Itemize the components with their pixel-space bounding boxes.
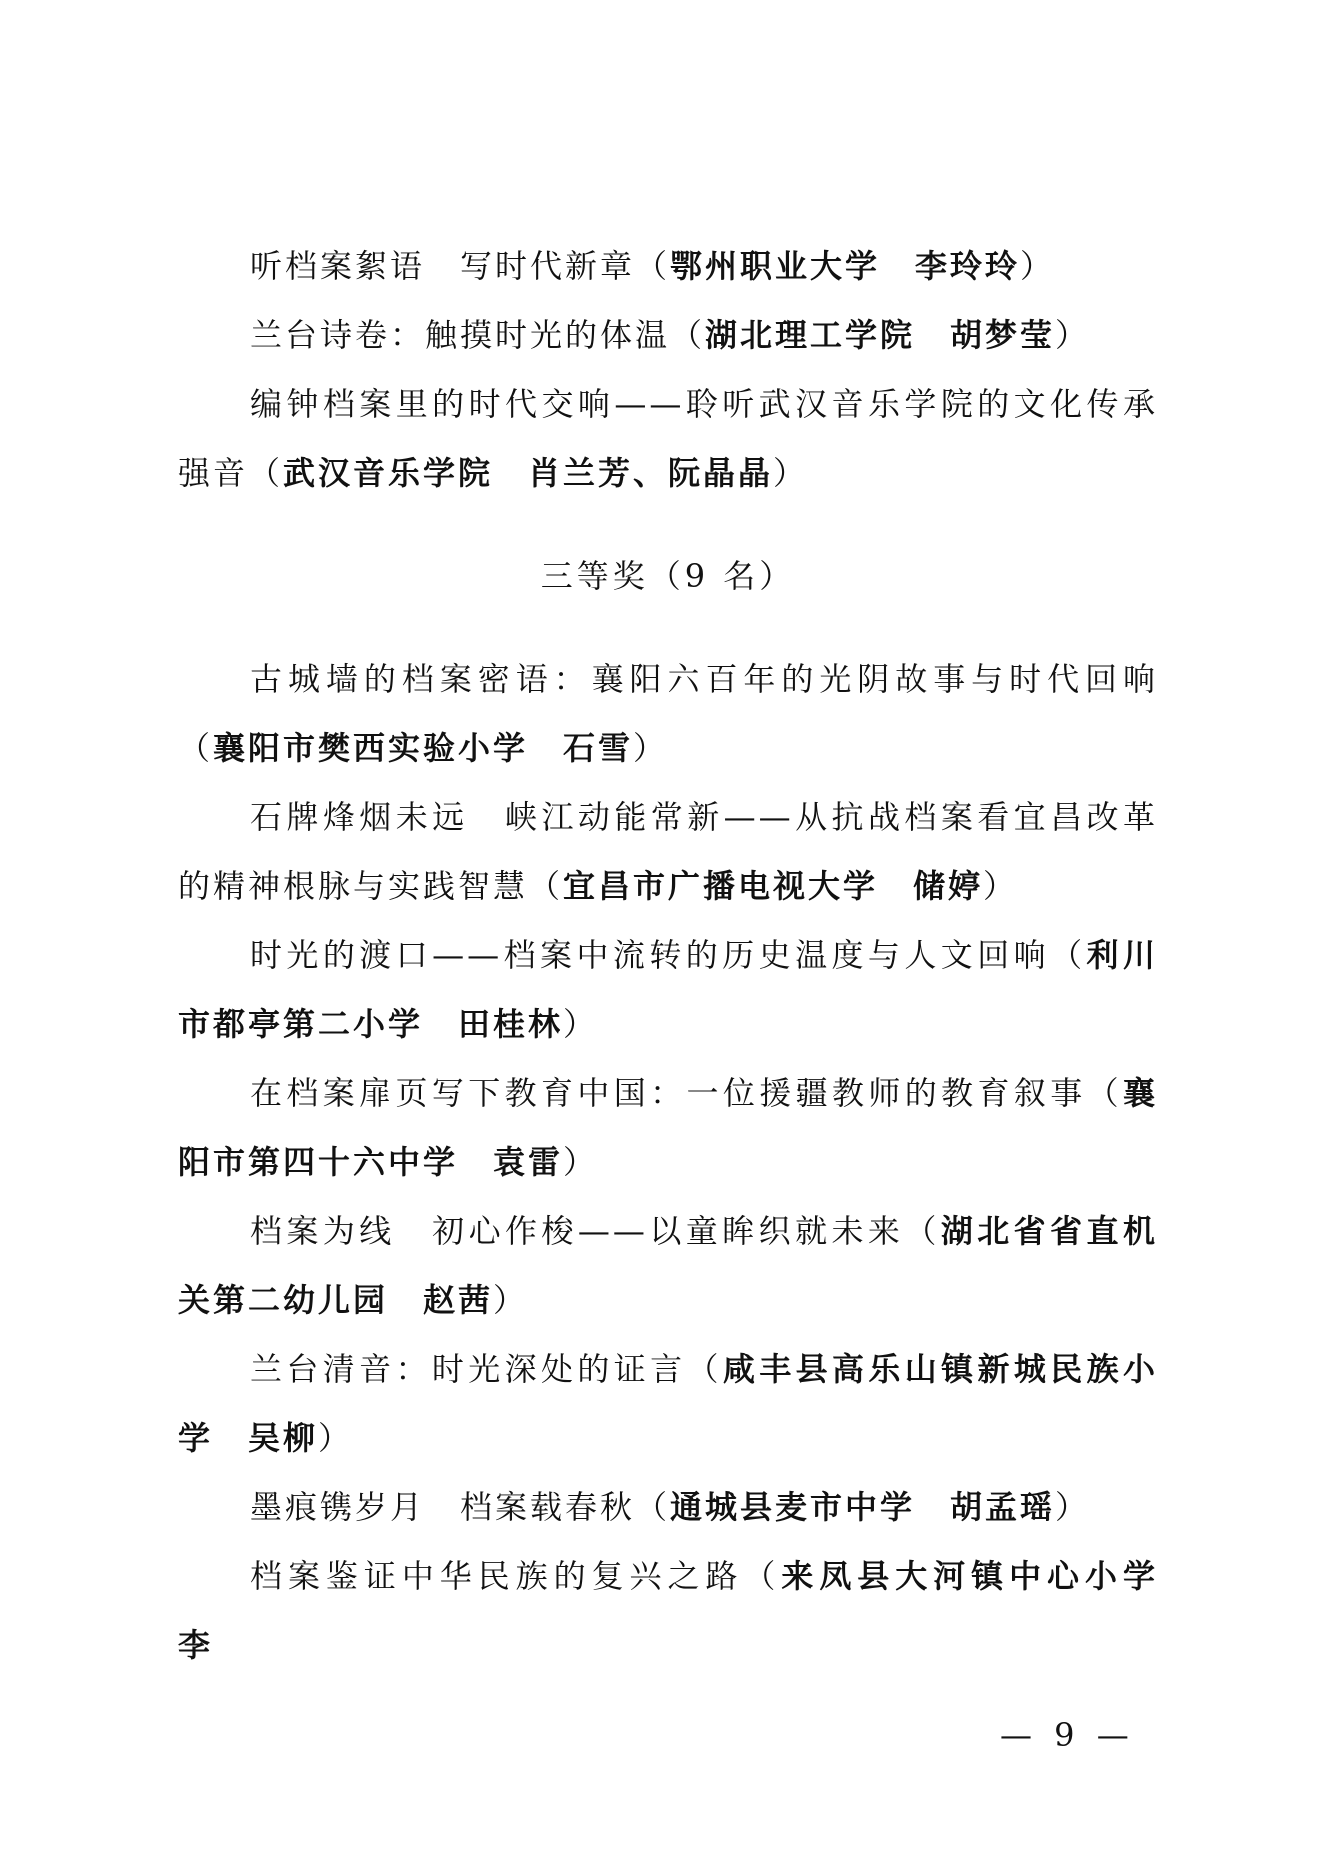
- award-entry: [178, 783, 1158, 921]
- award-entry: [178, 232, 1158, 301]
- entry-title: 编钟档案里的时代交响——聆听武汉音乐学院的文化传承强音（: [178, 385, 1158, 492]
- entry-title: 时光的渡口——档案中流转的历史温度与人文回响（: [250, 936, 1087, 974]
- entry-author: 襄阳市第四十六中学 袁雷: [178, 1074, 1158, 1181]
- entry-author: 襄阳市樊西实验小学 石雪: [213, 729, 634, 767]
- entry-close: ）: [493, 1281, 529, 1319]
- entry-author: 利川市都亭第二小学 田桂林: [178, 936, 1158, 1043]
- entry-close: ）: [563, 1143, 599, 1181]
- entry-close: ）: [318, 1419, 354, 1457]
- award-entry: [178, 301, 1158, 370]
- entry-title: 兰台诗卷：触摸时光的体温（: [250, 316, 706, 354]
- entry-author: 宜昌市广播电视大学 储婷: [563, 867, 984, 905]
- entry-author: 湖北理工学院 胡梦莹: [705, 316, 1056, 354]
- entry-title: 石牌烽烟未远 峡江动能常新——从抗战档案看宜昌改革的精神根脉与实践智慧（: [178, 798, 1158, 905]
- entry-title: 档案为线 初心作梭——以童眸织就未来（: [250, 1212, 941, 1250]
- entry-title: 档案鉴证中华民族的复兴之路（: [250, 1557, 782, 1595]
- entry-author: 咸丰县高乐山镇新城民族小学 吴柳: [178, 1350, 1158, 1457]
- entry-close: ）: [773, 454, 809, 492]
- entry-author: 鄂州职业大学 李玲玲: [670, 247, 1021, 285]
- award-entry: [178, 645, 1158, 783]
- award-entry: [178, 370, 1158, 508]
- entry-close: ）: [633, 729, 669, 767]
- award-entry: [178, 1335, 1158, 1473]
- page-number: — 9 —: [1000, 1716, 1135, 1754]
- entry-title: 在档案扉页写下教育中国：一位援疆教师的教育叙事（: [250, 1074, 1123, 1112]
- award-entry: [178, 921, 1158, 1059]
- entry-close: ）: [563, 1005, 599, 1043]
- award-entry: [178, 1059, 1158, 1197]
- entry-title: 兰台清音：时光深处的证言（: [250, 1350, 723, 1388]
- entry-author: 通城县麦市中学 胡孟瑶: [670, 1488, 1056, 1526]
- entry-close: ）: [1055, 1488, 1091, 1526]
- entry-title: 听档案絮语 写时代新章（: [250, 247, 671, 285]
- entry-author: 湖北省省直机关第二幼儿园 赵茜: [178, 1212, 1158, 1319]
- entry-title: 古城墙的档案密语：襄阳六百年的光阴故事与时代回响（: [178, 660, 1158, 767]
- entry-author: 武汉音乐学院 肖兰芳、阮晶晶: [283, 454, 774, 492]
- entry-close: ）: [983, 867, 1019, 905]
- award-entry: [178, 1542, 1193, 1680]
- document-body: [178, 232, 1193, 1680]
- entry-close: ）: [1020, 247, 1056, 285]
- entry-author: 来凤县大河镇中心小学 李: [178, 1557, 1193, 1664]
- entry-title: 墨痕镌岁月 档案载春秋（: [250, 1488, 671, 1526]
- entry-close: ）: [1055, 316, 1091, 354]
- section-heading-third-prize: 三等奖（9 名）: [540, 557, 796, 595]
- award-entry: [178, 1473, 1158, 1542]
- award-entry: [178, 1197, 1158, 1335]
